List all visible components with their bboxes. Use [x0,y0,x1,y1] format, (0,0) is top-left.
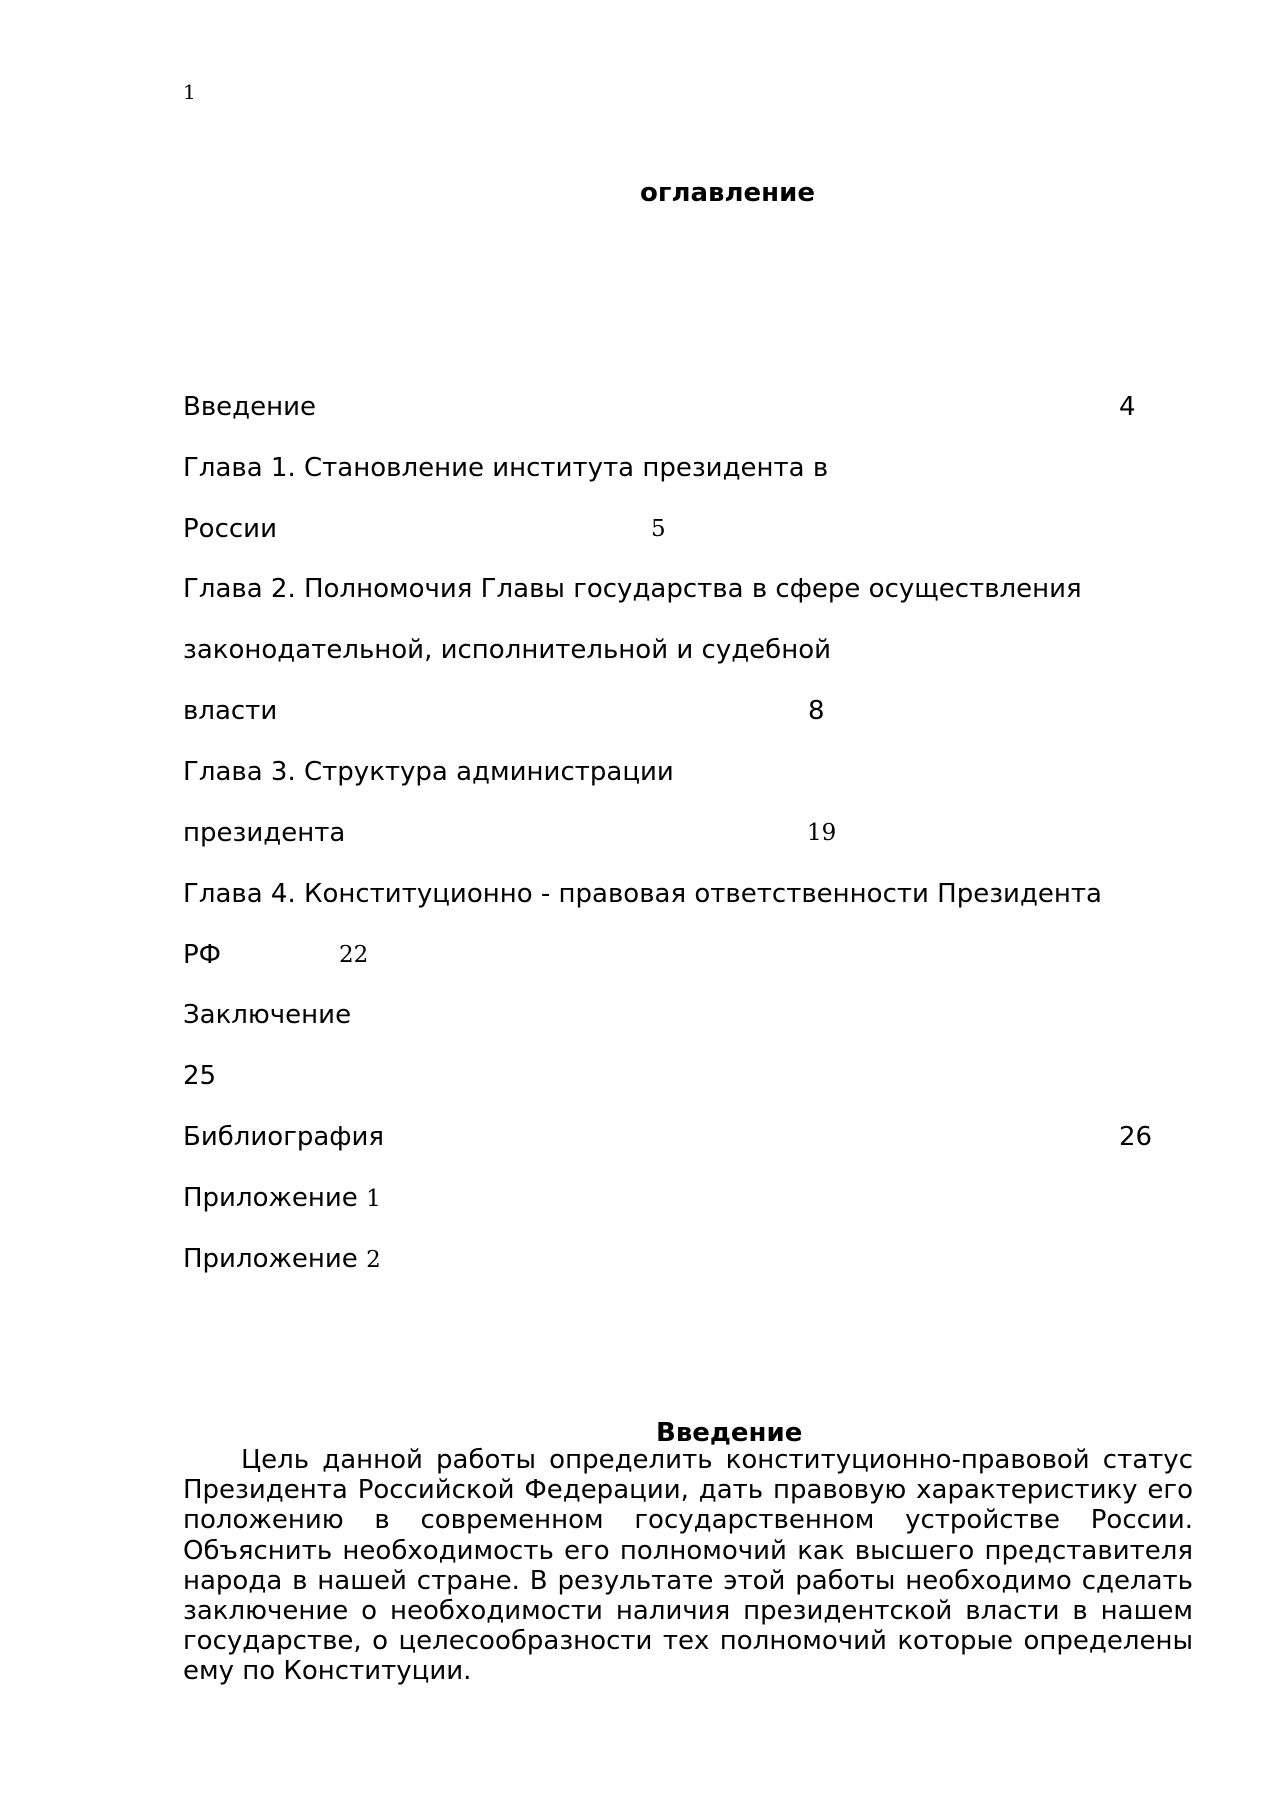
toc-entry-intro-label: Введение [183,392,317,422]
toc-entry-bibliography-page: 26 [1119,1122,1153,1152]
toc-entry-appendix2-label: Приложение [183,1244,358,1274]
toc-entry-ch2-line1: Глава 2. Полномочия Главы государства в сфере осуществления [183,574,1082,604]
toc-entry-ch3-page: 19 [807,820,837,846]
toc-entry-appendix1-num: 1 [366,1186,381,1212]
toc-entry-ch2-label: власти [183,696,278,726]
toc-entry-intro-page: 4 [1119,392,1136,422]
toc-entry-ch4-line1: Глава 4. Конституционно - правовая ответственности Президента [183,879,1102,909]
toc-entry-ch4-label: РФ [183,940,222,970]
toc-entry-ch4-page: 22 [339,942,369,968]
toc-entry-ch3-line1: Глава 3. Структура администрации [183,757,674,787]
toc-entry-ch1-label: России [183,514,277,544]
page-number: 1 [183,80,196,104]
toc-entry-appendix2-num: 2 [366,1247,381,1273]
introduction-text: Цель данной работы определить конституционно-правовой статус Президента Российской Федерации, дать правовую характеристику его положению в современном государственном устройстве России. Объяснить необходимость его полномочий как высшего представителя народа в нашей стране. В результате этой работы необходимо сделать заключение о необходимости наличия президентской власти в нашем государстве, о целесообразности тех полномочий которые определены ему по Конституции. [183,1445,1193,1687]
toc-entry-appendix1-label: Приложение [183,1183,358,1213]
toc-entry-appendix1 [183,1185,381,1211]
toc-heading: оглавление [640,178,815,208]
toc-entry-appendix2 [183,1246,381,1272]
toc-entry-ch2-line2: законодательной, исполнительной и судебной [183,635,832,665]
toc-entry-ch1-page: 5 [651,516,666,542]
toc-entry-conclusion-label: Заключение [183,1000,352,1030]
introduction-heading: Введение [656,1418,803,1448]
introduction-paragraph [183,1445,1193,1687]
toc-entry-ch1-line1: Глава 1. Становление института президента в [183,453,829,483]
toc-entry-ch3-label: президента [183,818,346,848]
toc-entry-ch2-page: 8 [808,696,825,726]
toc-entry-conclusion-page: 25 [183,1061,217,1091]
toc-entry-bibliography-label: Библиография [183,1122,385,1152]
